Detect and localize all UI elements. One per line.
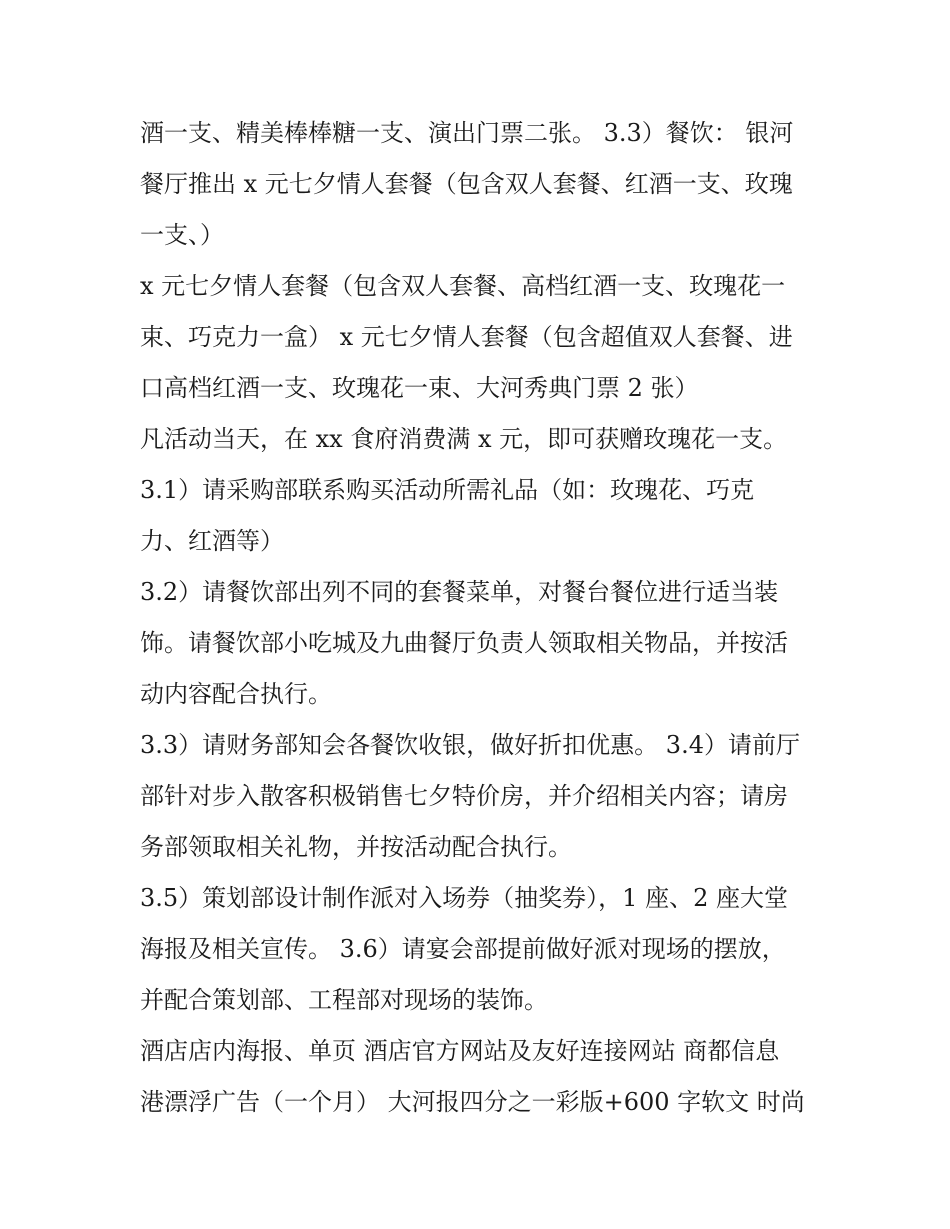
text-line: 酒店店内海报、单页 酒店官方网站及友好连接网站 商都信息 (140, 1037, 780, 1065)
text-line: 凡活动当天，在 xx 食府消费满 x 元，即可获赠玫瑰花一支。 (140, 425, 788, 453)
text-line: 3.3）请财务部知会各餐饮收银，做好折扣优惠。 3.4）请前厅 (140, 731, 800, 759)
text-line: 海报及相关宣传。 3.6）请宴会部提前做好派对现场的摆放， (140, 935, 786, 963)
text-line: 力、红酒等） (140, 527, 284, 555)
text-line: 酒一支、精美棒棒糖一支、演出门票二张。 3.3）餐饮： 银河 (140, 119, 794, 147)
text-line: 口高档红酒一支、玫瑰花一束、大河秀典门票 2 张） (140, 374, 699, 402)
text-line: 3.5）策划部设计制作派对入场券（抽奖券），1 座、2 座大堂 (140, 884, 788, 912)
text-line: 并配合策划部、工程部对现场的装饰。 (140, 986, 548, 1014)
text-line: 饰。请餐饮部小吃城及九曲餐厅负责人领取相关物品，并按活 (140, 629, 788, 657)
text-line: 港漂浮广告（一个月） 大河报四分之一彩版+600 字软文 时尚 (140, 1088, 805, 1116)
text-line: x 元七夕情人套餐（包含双人套餐、高档红酒一支、玫瑰花一 (140, 272, 786, 300)
text-line: 务部领取相关礼物，并按活动配合执行。 (140, 833, 572, 861)
text-line: 3.1）请采购部联系购买活动所需礼品（如：玫瑰花、巧克 (140, 476, 755, 504)
text-line: 部针对步入散客积极销售七夕特价房，并介绍相关内容；请房 (140, 782, 788, 810)
body-text (140, 108, 840, 1128)
text-line: 一支、） (140, 221, 224, 249)
text-line: 动内容配合执行。 (140, 680, 332, 708)
text-line: 束、巧克力一盒） x 元七夕情人套餐（包含超值双人套餐、进 (140, 323, 793, 351)
text-line: 3.2）请餐饮部出列不同的套餐菜单，对餐台餐位进行适当装 (140, 578, 779, 606)
text-line: 餐厅推出 x 元七夕情人套餐（包含双人套餐、红酒一支、玫瑰 (140, 170, 793, 198)
